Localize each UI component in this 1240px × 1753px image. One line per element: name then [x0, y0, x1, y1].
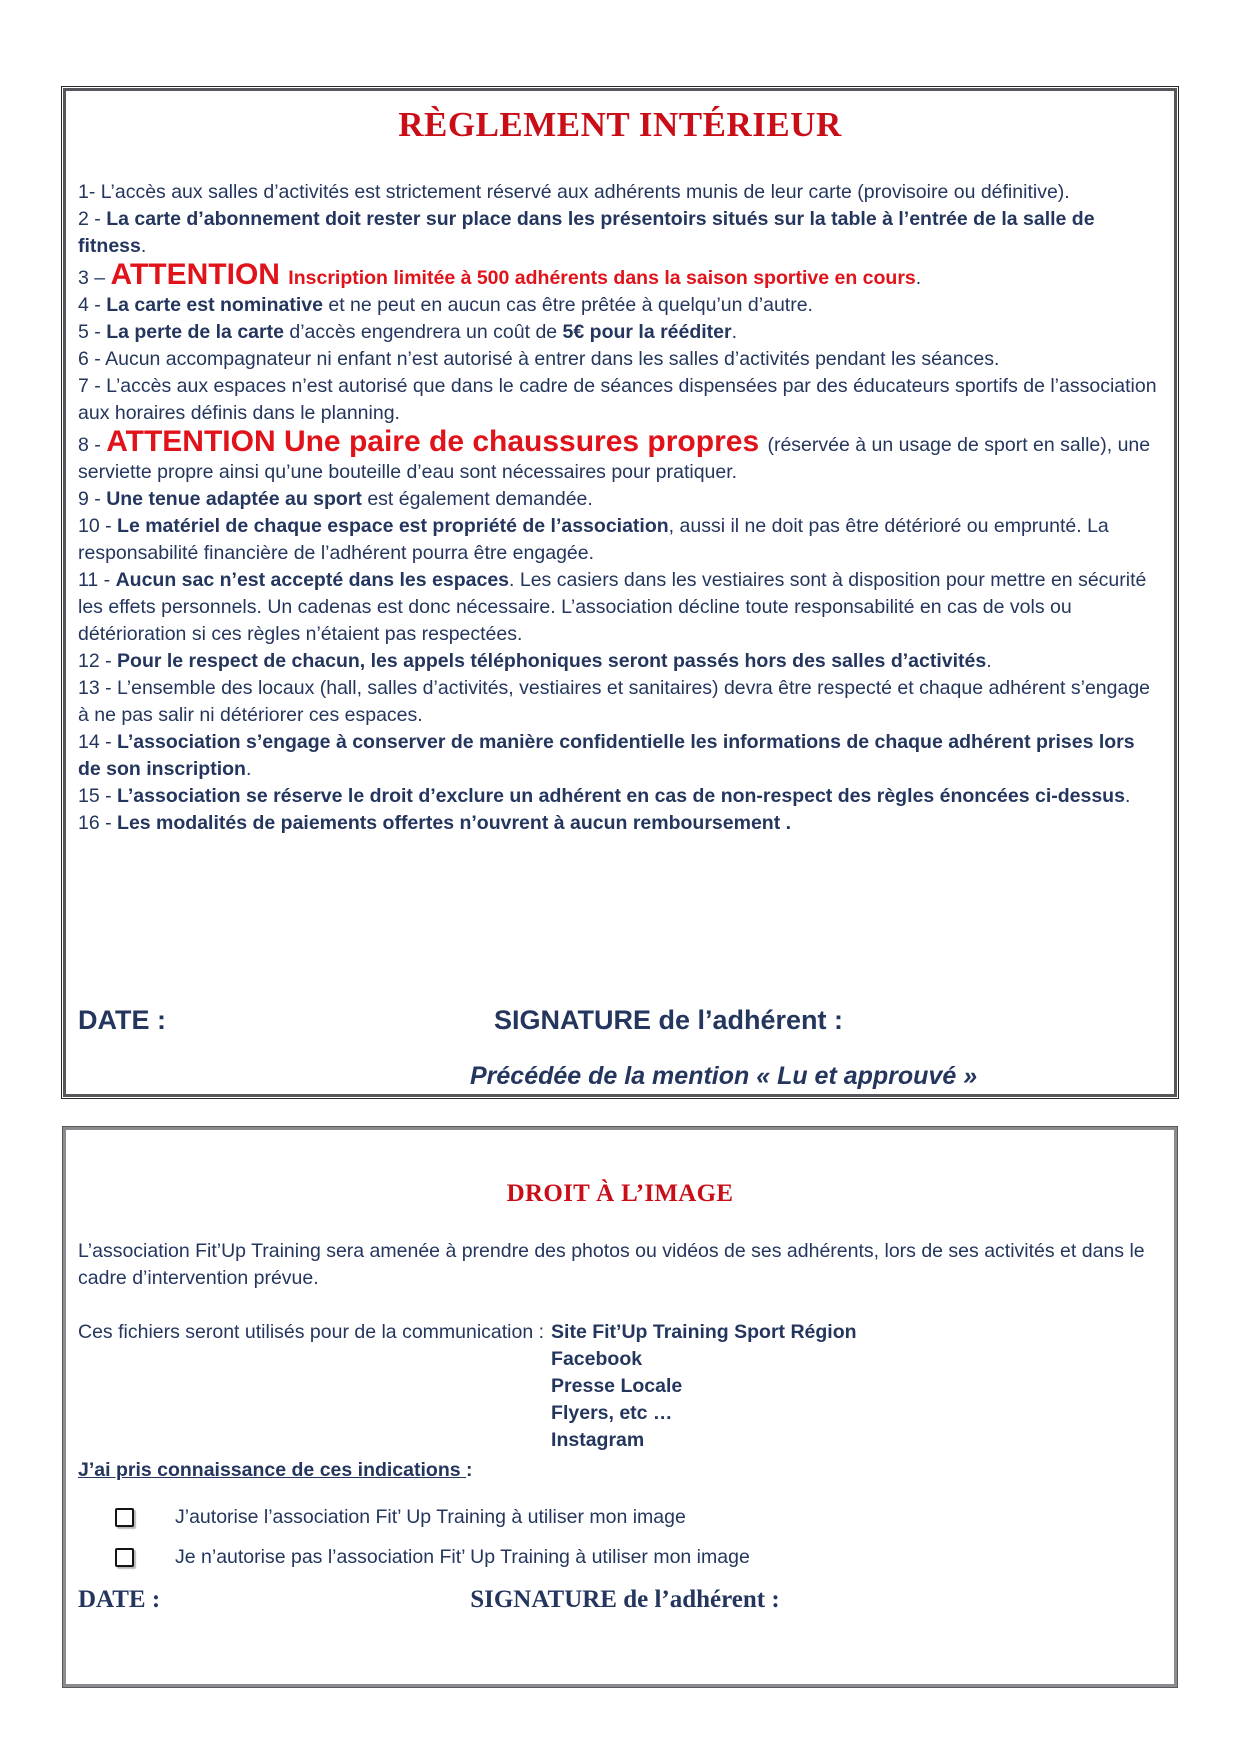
media-usage-row [78, 1319, 1162, 1454]
consent-label: J’autorise l’association Fit’ Up Training à utiliser mon image [175, 1506, 686, 1528]
signature-label: SIGNATURE de l’adhérent : [494, 1005, 844, 1035]
rule-line [78, 567, 1162, 648]
rule-text: 11 - [78, 569, 116, 591]
consent-option-row [115, 1506, 1162, 1529]
rule-line [78, 319, 1162, 346]
rule-text: (réservée à un usage de sport en salle), une serviette propre ainsi qu’une bouteille d’eau sont nécessaires pour pratiquer. [78, 434, 1151, 483]
rule-line [78, 206, 1162, 260]
attention-text: ATTENTION Une paire de chaussures propres [106, 425, 768, 458]
rule-text: 8 - [78, 434, 107, 456]
rules-signature-row [78, 1005, 1162, 1036]
rule-text: d’accès engendrera un coût de [283, 321, 563, 343]
media-usage-item: Flyers, etc … [551, 1402, 673, 1424]
rule-text: 3 – [78, 267, 111, 289]
rule-text: . [140, 235, 147, 257]
rule-text: L’association se réserve le droit d’exclure un adhérent en cas de non-respect des règles énoncées ci-dessus [117, 785, 1125, 807]
rule-line [78, 513, 1162, 567]
rule-text: 12 - [78, 650, 118, 672]
rule-line [78, 648, 1162, 675]
rule-text: Aucun sac n’est accepté dans les espaces [115, 569, 510, 591]
signature-label: SIGNATURE de l’adhérent : [470, 1586, 780, 1613]
date-label: DATE : [78, 1586, 161, 1613]
signature-mention: Précédée de la mention « Lu et approuvé » [470, 1062, 978, 1090]
rule-text: Pour le respect de chacun, les appels téléphoniques seront passés hors des salles d’activités [117, 650, 987, 672]
rule-line [78, 373, 1162, 427]
rule-text: 16 - [78, 812, 118, 834]
rule-text: 5 - [78, 321, 107, 343]
rule-text: 9 - [78, 488, 107, 510]
rules-panel [63, 88, 1177, 1097]
rule-text: 10 - [78, 515, 118, 537]
image-rights-panel [63, 1127, 1177, 1687]
rule-line [78, 783, 1162, 810]
rule-text: . [245, 758, 252, 780]
image-rights-intro: L’association Fit’Up Training sera amenée à prendre des photos ou vidéos de ses adhérents, lors de ses activités et dans le cadre d’intervention prévue. [78, 1240, 1145, 1289]
rule-text: La perte de la carte [106, 321, 284, 343]
rule-text: Les modalités de paiements offertes n’ouvrent à aucun remboursement . [117, 812, 792, 834]
rule-text: L’association s’engage à conserver de manière confidentielle les informations de chaque adhérent prises lors de son inscription [78, 731, 1135, 780]
rule-text: . Les casiers dans les vestiaires sont à disposition pour mettre en sécurité les effets personnels. Un cadenas est donc nécessaire. L’association décline toute responsabilité en cas de vols ou détérioration si ces règles n’étaient pas respectées. [78, 569, 1147, 645]
rule-text: 6 - Aucun accompagnateur ni enfant n’est autorisé à entrer dans les salles d’activités pendant les séances. [78, 348, 1000, 370]
rule-text: 13 - L’ensemble des locaux (hall, salles d’activités, vestiaires et sanitaires) devra être respecté et chaque adhérent s’engage à ne pas salir ni détériorer ces espaces. [78, 677, 1151, 726]
rule-line [78, 675, 1162, 729]
consent-options [115, 1506, 1162, 1569]
rule-text: et ne peut en aucun cas être prêtée à quelqu’un d’autre. [322, 294, 813, 316]
rule-line [78, 810, 1162, 837]
consent-checkbox[interactable] [115, 1508, 134, 1527]
rule-line [78, 292, 1162, 319]
rule-text: 1- L’accès aux salles d’activités est strictement réservé aux adhérents munis de leur carte (provisoire ou définitive). [78, 181, 1070, 203]
rule-text: . [986, 650, 992, 672]
rule-text: Le matériel de chaque espace est propriété de l’association [117, 515, 669, 537]
media-usage-item: Presse Locale [551, 1375, 683, 1397]
media-usage-list [544, 1319, 857, 1454]
media-usage-item: Facebook [551, 1348, 643, 1370]
rule-line [78, 346, 1162, 373]
rule-line [78, 179, 1162, 206]
rule-text: , aussi il ne doit pas être détérioré ou emprunté. La responsabilité financière de l’adhérent pourra être engagée. [78, 515, 1109, 564]
rule-line [78, 486, 1162, 513]
rule-text: La carte d’abonnement doit rester sur place dans les présentoirs situés sur la table à l’entrée de la salle de fitness [78, 208, 1095, 257]
rule-text: 2 - [78, 208, 107, 230]
rules-list [78, 179, 1162, 837]
rule-text: 5€ pour la rééditer [562, 321, 732, 343]
attention-text: ATTENTION [110, 258, 289, 291]
rule-text: 7 - L’accès aux espaces n’est autorisé que dans le cadre de séances dispensées par des éducateurs sportifs de l’association aux horaires définis dans le planning. [78, 375, 1157, 424]
date-label: DATE : [78, 1005, 166, 1035]
consent-label: Je n’autorise pas l’association Fit’ Up Training à utiliser mon image [175, 1546, 750, 1568]
acknowledgement-text: J’ai pris connaissance de ces indications [78, 1459, 466, 1481]
consent-option-row [115, 1546, 1162, 1569]
rule-text: 4 - [78, 294, 107, 316]
media-usage-item: Instagram [551, 1429, 645, 1451]
rule-text: 15 - [78, 785, 118, 807]
rule-text: 14 - [78, 731, 118, 753]
media-usage-item: Site Fit’Up Training Sport Région [551, 1321, 857, 1343]
image-rights-signature-row [78, 1586, 1162, 1614]
rule-line [78, 427, 1162, 486]
media-usage-intro: Ces fichiers seront utilisés pour de la communication : [78, 1321, 545, 1343]
rule-text: est également demandée. [361, 488, 593, 510]
rule-text: . [915, 267, 922, 289]
rule-text: Une tenue adaptée au sport [106, 488, 362, 510]
acknowledgement-heading [78, 1457, 1162, 1484]
acknowledgement-colon: : [466, 1459, 473, 1481]
rule-text: . [731, 321, 738, 343]
rule-text: . [1124, 785, 1131, 807]
rule-text: La carte est nominative [106, 294, 323, 316]
rules-title: RÈGLEMENT INTÉRIEUR [398, 105, 842, 144]
image-rights-title: DROIT À L’IMAGE [506, 1180, 734, 1207]
rule-text: Inscription limitée à 500 adhérents dans la saison sportive en cours [288, 267, 916, 289]
consent-checkbox[interactable] [115, 1548, 134, 1567]
rule-line [78, 729, 1162, 783]
rule-line [78, 260, 1162, 292]
